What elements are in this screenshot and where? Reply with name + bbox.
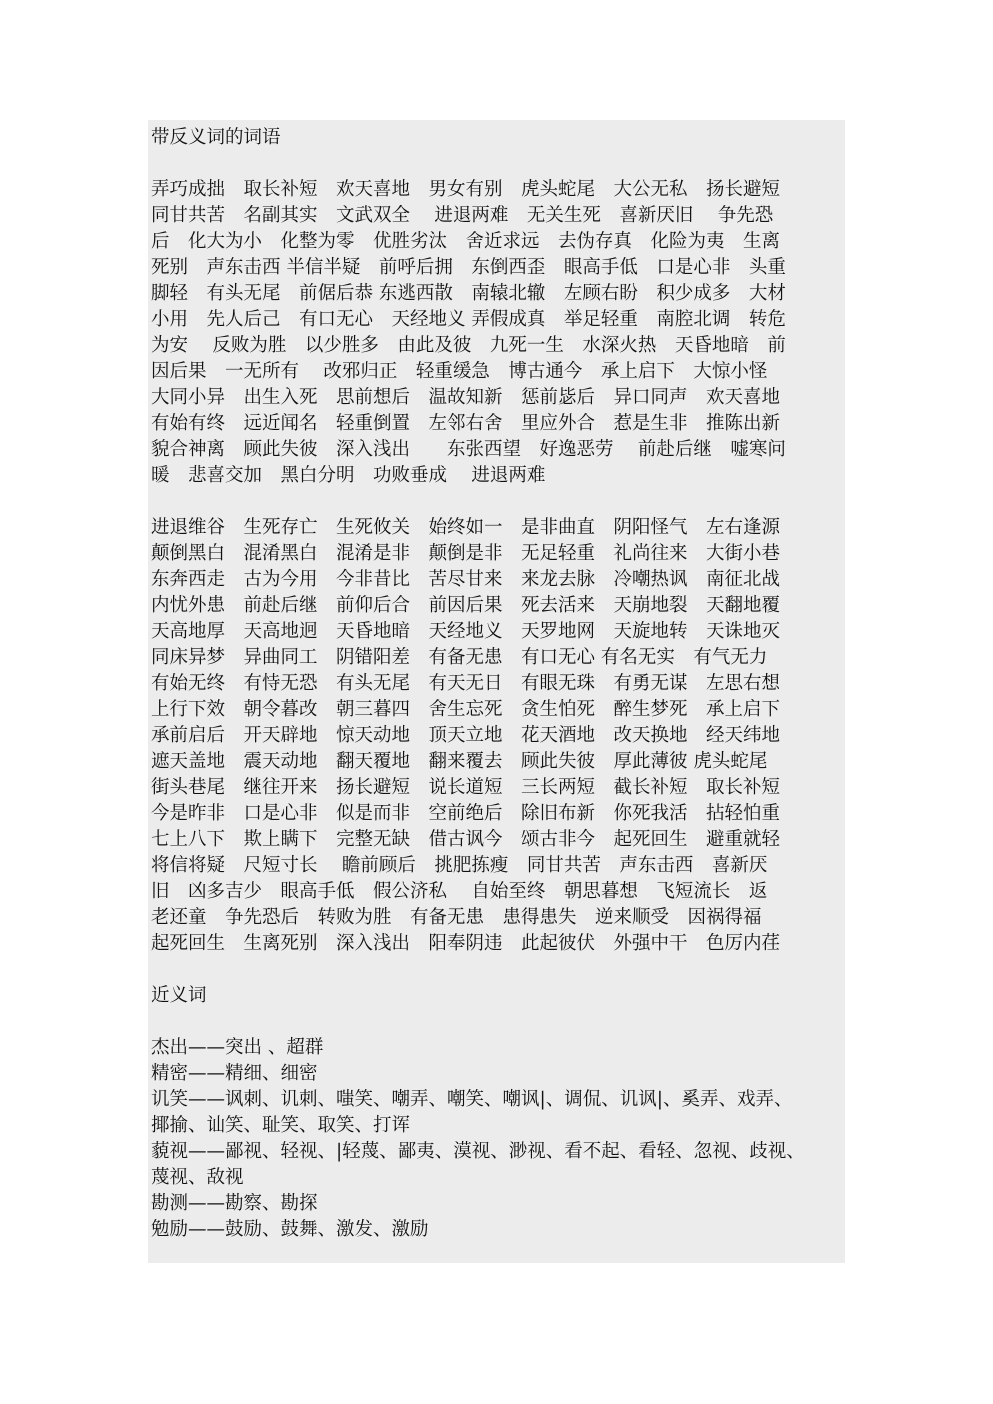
synonym-line: 揶揄、讪笑、耻笑、取笑、打诨 — [151, 1115, 411, 1136]
text-line: 同甘共苦 名副其实 文武双全 进退两难 无关生死 喜新厌旧 争先恐 — [151, 205, 774, 226]
text-line: 街头巷尾 继往开来 扬长避短 说长道短 三长两短 截长补短 取长补短 — [151, 777, 781, 798]
antonym-idioms-section-2 — [151, 515, 841, 957]
text-line: 承前启后 开天辟地 惊天动地 顶天立地 花天酒地 改天换地 经天纬地 — [151, 725, 781, 746]
text-line: 上行下效 朝令暮改 朝三暮四 舍生忘死 贪生怕死 醉生梦死 承上启下 — [151, 699, 781, 720]
document-text — [151, 120, 841, 1243]
spacer — [151, 151, 841, 177]
synonym-line: 精密——精细、细密 — [151, 1063, 318, 1084]
text-line: 起死回生 生离死别 深入浅出 阳奉阴违 此起彼伏 外强中干 色厉内荏 — [151, 933, 781, 954]
text-line: 有始有终 远近闻名 轻重倒置 左邻右舍 里应外合 惹是生非 推陈出新 — [151, 413, 781, 434]
text-line: 后 化大为小 化整为零 优胜劣汰 舍近求远 去伪存真 化险为夷 生离 — [151, 231, 781, 252]
text-line: 老还童 争先恐后 转败为胜 有备无患 患得患失 逆来顺受 因祸得福 — [151, 907, 762, 928]
text-line: 东奔西走 古为今用 今非昔比 苦尽甘来 来龙去脉 冷嘲热讽 南征北战 — [151, 569, 781, 590]
text-line: 进退维谷 生死存亡 生死攸关 始终如一 是非曲直 阴阳怪气 左右逢源 — [151, 517, 781, 538]
text-line: 今是昨非 口是心非 似是而非 空前绝后 除旧布新 你死我活 拈轻怕重 — [151, 803, 781, 824]
text-line: 颠倒黑白 混淆黑白 混淆是非 颠倒是非 无足轻重 礼尚往来 大街小巷 — [151, 543, 781, 564]
synonym-line: 讥笑——讽刺、讥刺、嗤笑、嘲弄、嘲笑、嘲讽|、调侃、讥讽|、奚弄、戏弄、 — [151, 1089, 793, 1110]
synonym-line: 勉励——鼓励、鼓舞、激发、激励 — [151, 1219, 429, 1240]
text-line: 弄巧成拙 取长补短 欢天喜地 男女有别 虎头蛇尾 大公无私 扬长避短 — [151, 179, 781, 200]
text-line: 暖 悲喜交加 黑白分明 功败垂成 进退两难 — [151, 465, 546, 486]
doc-title: 带反义词的词语 — [151, 127, 281, 148]
text-line: 为安 反败为胜 以少胜多 由此及彼 九死一生 水深火热 天昏地暗 前 — [151, 335, 786, 356]
synonym-line: 勘测——勘察、勘探 — [151, 1193, 318, 1214]
text-line: 貌合神离 顾此失彼 深入浅出 东张西望 好逸恶劳 前赴后继 嘘寒问 — [151, 439, 786, 460]
text-line: 有始无终 有恃无恐 有头无尾 有天无日 有眼无珠 有勇无谋 左思右想 — [151, 673, 781, 694]
antonym-idioms-section-1 — [151, 177, 841, 489]
text-line: 遮天盖地 震天动地 翻天覆地 翻来覆去 顾此失彼 厚此薄彼 虎头蛇尾 — [151, 751, 768, 772]
synonyms-section — [151, 1035, 841, 1243]
text-line: 因后果 一无所有 改邪归正 轻重缓急 博古通今 承上启下 大惊小怪 — [151, 361, 768, 382]
text-line: 七上八下 欺上瞒下 完整无缺 借古讽今 颂古非今 起死回生 避重就轻 — [151, 829, 781, 850]
synonym-line: 蔑视、敌视 — [151, 1167, 244, 1188]
spacer — [151, 957, 841, 983]
text-line: 天高地厚 天高地迥 天昏地暗 天经地义 天罗地网 天旋地转 天诛地灭 — [151, 621, 781, 642]
text-line: 死别 声东击西 半信半疑 前呼后拥 东倒西歪 眼高手低 口是心非 头重 — [151, 257, 786, 278]
text-line: 旧 凶多吉少 眼高手低 假公济私 自始至终 朝思暮想 飞短流长 返 — [151, 881, 768, 902]
synonym-line: 藐视——鄙视、轻视、|轻蔑、鄙夷、漠视、渺视、看不起、看轻、忽视、歧视、 — [151, 1141, 805, 1162]
text-line: 同床异梦 异曲同工 阴错阳差 有备无患 有口无心 有名无实 有气无力 — [151, 647, 768, 668]
document-body — [148, 120, 845, 1263]
spacer — [151, 489, 841, 515]
text-line: 内忧外患 前赴后继 前仰后合 前因后果 死去活来 天崩地裂 天翻地覆 — [151, 595, 781, 616]
text-line: 大同小异 出生入死 思前想后 温故知新 惩前毖后 异口同声 欢天喜地 — [151, 387, 781, 408]
text-line: 将信将疑 尺短寸长 瞻前顾后 挑肥拣瘦 同甘共苦 声东击西 喜新厌 — [151, 855, 768, 876]
synonym-line: 杰出——突出 、超群 — [151, 1037, 324, 1058]
text-line: 小用 先人后己 有口无心 天经地义 弄假成真 举足轻重 南腔北调 转危 — [151, 309, 786, 330]
spacer — [151, 1009, 841, 1035]
text-line: 脚轻 有头无尾 前倨后恭 东逃西散 南辕北辙 左顾右盼 积少成多 大材 — [151, 283, 786, 304]
synonyms-heading: 近义词 — [151, 985, 207, 1006]
